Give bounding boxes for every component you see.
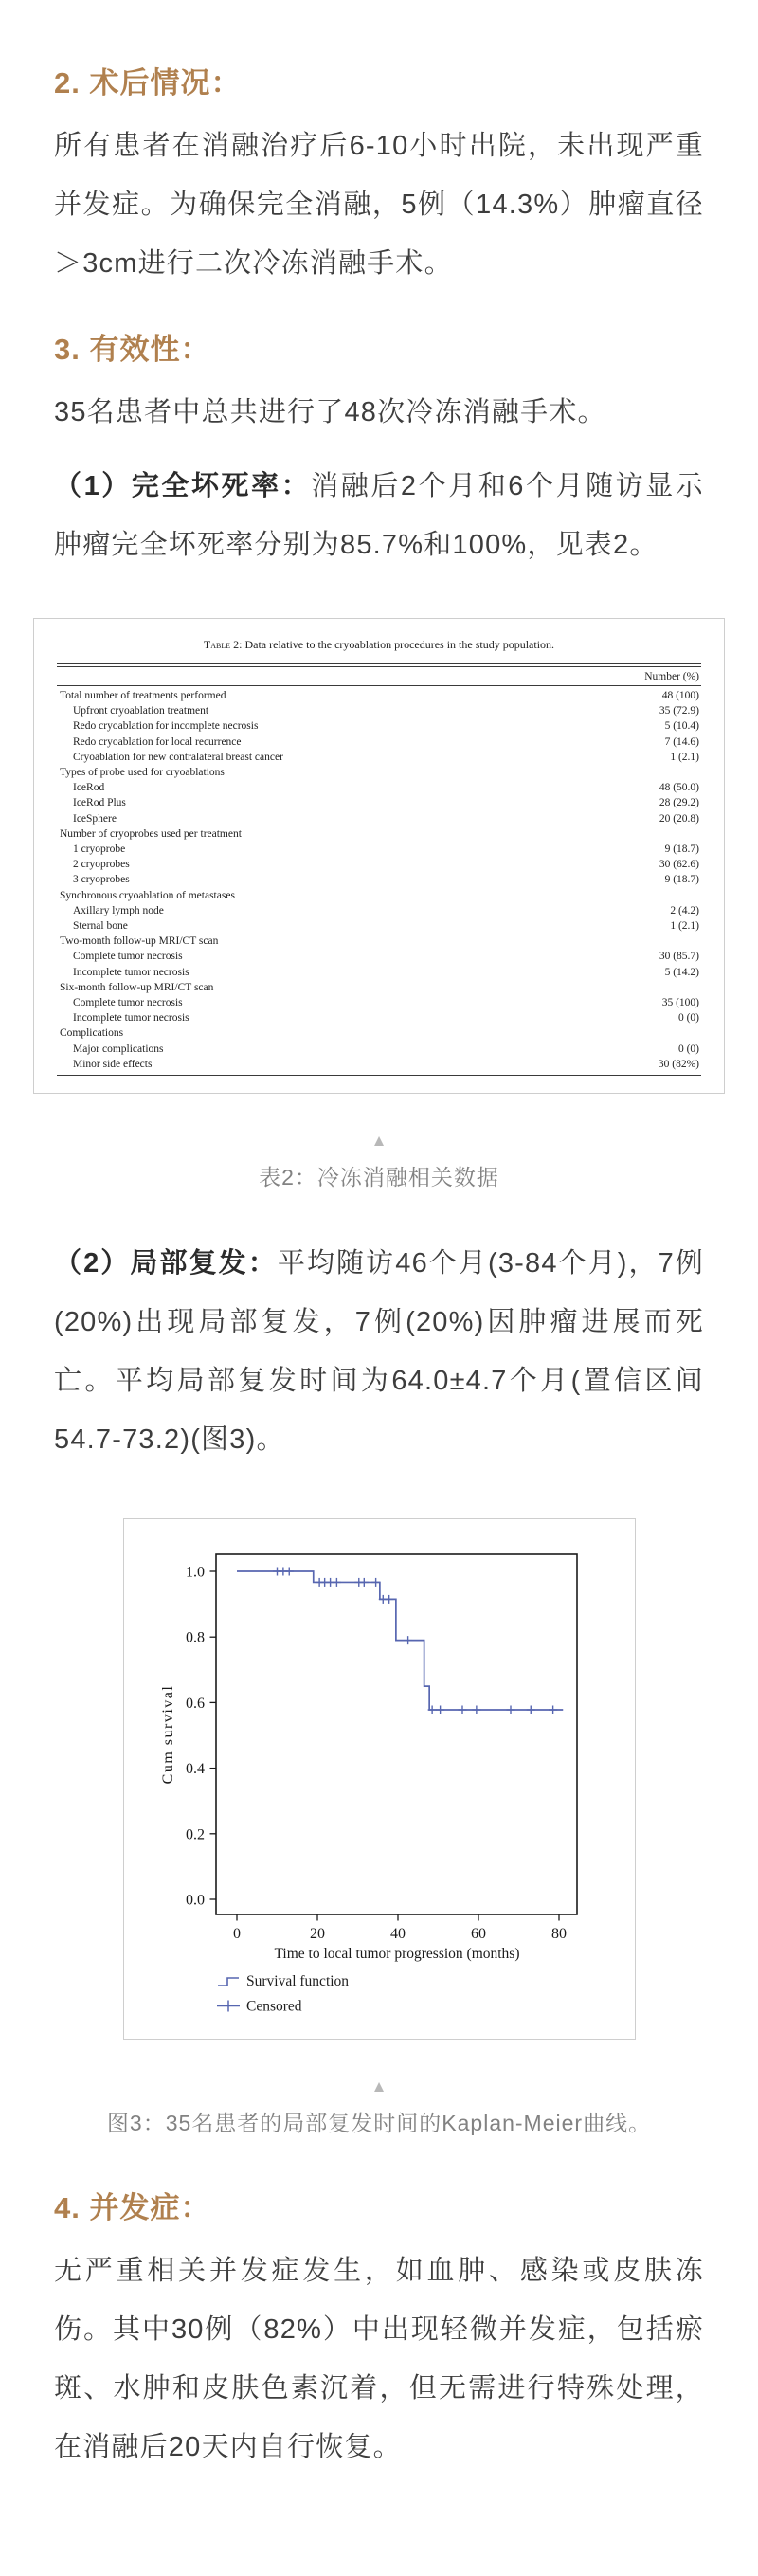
table-row-label: Cryoablation for new contralateral breast cancer xyxy=(73,751,283,763)
table-row-label: IceSphere xyxy=(73,812,117,825)
x-tick-label: 80 xyxy=(550,1926,567,1943)
table-row xyxy=(57,750,701,765)
table-row-label: Total number of treatments performed xyxy=(60,690,226,701)
section-heading-postop: 2. 术后情况： xyxy=(54,66,242,100)
table-row xyxy=(57,795,701,810)
table-row xyxy=(57,888,701,903)
table-row-label: Axillary lymph node xyxy=(73,904,164,916)
x-tick-label: 40 xyxy=(389,1926,406,1943)
paragraph-total-procedures: 35名患者中总共进行了48次冷冻消融手术。 xyxy=(54,397,606,427)
y-tick-label: 0.0 xyxy=(185,1892,205,1909)
table-row-label: 3 cryoprobes xyxy=(73,874,130,886)
paragraph-complete-necrosis xyxy=(54,457,704,574)
separator-triangle-icon: ▲ xyxy=(370,1132,388,1151)
legend-survival-icon xyxy=(218,1978,239,1986)
table-column-header: Number (%) xyxy=(644,671,699,682)
legend-survival-label: Survival function xyxy=(245,1973,349,1990)
table-row-value: 35 (100) xyxy=(661,997,699,1009)
table-row-value: 48 (100) xyxy=(661,690,699,701)
table-bottom-rule xyxy=(57,1075,701,1076)
table-row xyxy=(57,703,701,718)
separator-triangle-icon: ▲ xyxy=(370,2077,388,2096)
table-caption: 表2：冷冻消融相关数据 xyxy=(259,1165,499,1190)
km-chart-figure xyxy=(123,1518,636,2040)
km-chart xyxy=(124,1519,635,2039)
table-row-label: IceRod xyxy=(73,782,105,794)
table-row-label: 1 cryoprobe xyxy=(73,844,126,856)
table-row xyxy=(57,934,701,949)
table-row xyxy=(57,688,701,703)
table-row-value: 9 (18.7) xyxy=(664,874,699,886)
table-body xyxy=(57,686,701,1075)
table-row-label: Upfront cryoablation treatment xyxy=(73,705,209,717)
table-row-value: 2 (4.2) xyxy=(670,904,699,916)
table-row-value: 30 (62.6) xyxy=(659,859,699,871)
table-row-value: 20 (20.8) xyxy=(659,812,699,825)
table-row-value xyxy=(699,765,701,780)
table-row-label: Incomplete tumor necrosis xyxy=(73,966,190,978)
table-row-label: Minor side effects xyxy=(73,1058,153,1070)
table-title xyxy=(57,638,701,652)
x-tick-label: 60 xyxy=(470,1926,486,1943)
table-row-value: 30 (85.7) xyxy=(659,951,699,963)
table-row xyxy=(57,872,701,887)
survival-curve xyxy=(237,1571,563,1710)
table-row-value: 30 (82%) xyxy=(658,1058,699,1070)
y-tick-label: 0.8 xyxy=(185,1629,205,1646)
table-row-label: Complications xyxy=(60,1027,124,1040)
table-row-value xyxy=(699,934,701,949)
table-row-value: 28 (29.2) xyxy=(659,797,699,809)
table-row-value xyxy=(699,1025,701,1041)
table-row-label: 2 cryoprobes xyxy=(73,859,130,871)
paragraph-text: 消融后2个月和6个月随访显示肿瘤完全坏死率分别为85.7%和100%，见表2。 xyxy=(54,471,704,560)
table-row xyxy=(57,995,701,1010)
table-row xyxy=(57,735,701,750)
table-row xyxy=(57,765,701,780)
paragraph-text: 平均随访46个月(3-84个月)，7例(20%)出现局部复发，7例(20%)因肿瘤进展而死亡。平均局部复发时间为64.0±4.7个月(置信区间54.7-73.2)(图3)。 xyxy=(54,1248,705,1456)
table-row xyxy=(57,949,701,964)
table-row-label: Incomplete tumor necrosis xyxy=(73,1012,190,1025)
table-row-value: 1 (2.1) xyxy=(670,751,699,763)
table-row-label: Synchronous cryoablation of metastases xyxy=(60,889,235,901)
y-axis-label: Cum survival xyxy=(159,1684,176,1785)
table-row-value xyxy=(699,826,701,842)
table-row-label: Six-month follow-up MRI/CT scan xyxy=(60,981,214,993)
table-row-value: 35 (72.9) xyxy=(659,705,699,717)
table-row xyxy=(57,718,701,734)
y-tick-label: 0.6 xyxy=(185,1695,205,1712)
table-title-text: Data relative to the cryoablation procedures in the study population. xyxy=(244,638,555,651)
table-row-label: Major complications xyxy=(73,1043,164,1055)
table-row-value: 1 (2.1) xyxy=(670,920,699,933)
table-figure xyxy=(33,618,725,1094)
table-row-label: Redo cryoablation for incomplete necrosis xyxy=(73,720,259,733)
table-row-label: Types of probe used for cryoablations xyxy=(60,767,225,779)
table-row-value: 7 (14.6) xyxy=(664,735,699,748)
table-row xyxy=(57,965,701,980)
chart-caption: 图3：35名患者的局部复发时间的Kaplan-Meier曲线。 xyxy=(106,2111,652,2136)
table-row-value: 5 (14.2) xyxy=(664,966,699,978)
x-axis-label: Time to local tumor progression (months) xyxy=(273,1946,520,1963)
table-row xyxy=(57,1010,701,1025)
paragraph-postop: 所有患者在消融治疗后6-10小时出院，未出现严重并发症。为确保完全消融，5例（14.3%）肿瘤直径＞3cm进行二次冷冻消融手术。 xyxy=(54,131,704,279)
table-row xyxy=(57,811,701,826)
table-row xyxy=(57,1057,701,1072)
table-row-value xyxy=(699,888,701,903)
paragraph-lead-local-recurrence: （2）局部复发： xyxy=(54,1248,278,1279)
legend-censored-label: Censored xyxy=(245,1998,302,2015)
table-row-label: Redo cryoablation for local recurrence xyxy=(73,735,242,748)
table-row xyxy=(57,903,701,918)
paragraph-lead-complete-necrosis: （1）完全坏死率： xyxy=(54,471,312,501)
table-row-value xyxy=(699,980,701,995)
table-row-value: 9 (18.7) xyxy=(664,844,699,856)
y-tick-label: 0.2 xyxy=(185,1826,205,1843)
table-row xyxy=(57,918,701,934)
table-row-label: Number of cryoprobes used per treatment xyxy=(60,827,242,840)
table-row-value: 48 (50.0) xyxy=(659,782,699,794)
table-row xyxy=(57,980,701,995)
table-row xyxy=(57,842,701,857)
table-row xyxy=(57,1042,701,1057)
table-row-label: Two-month follow-up MRI/CT scan xyxy=(60,935,219,948)
table-row-value: 0 (0) xyxy=(677,1043,699,1055)
table-row xyxy=(57,1025,701,1041)
table-title-label: Table 2: xyxy=(203,638,243,651)
table-row-label: Sternal bone xyxy=(73,920,128,933)
table-row-label: Complete tumor necrosis xyxy=(73,997,183,1009)
table-row-value: 0 (0) xyxy=(677,1012,699,1025)
table-row-label: IceRod Plus xyxy=(73,797,126,809)
section-heading-complications: 4. 并发症： xyxy=(54,2191,211,2225)
y-tick-label: 1.0 xyxy=(185,1564,205,1581)
table-row-label: Complete tumor necrosis xyxy=(73,951,183,963)
x-tick-label: 20 xyxy=(309,1926,325,1943)
table-row-value: 5 (10.4) xyxy=(664,720,699,733)
section-heading-efficacy: 3. 有效性： xyxy=(54,333,211,366)
table-row xyxy=(57,857,701,872)
paragraph-complications: 无严重相关并发症发生，如血肿、感染或皮肤冻伤。其中30例（82%）中出现轻微并发症，包括瘀斑、水肿和皮肤色素沉着，但无需进行特殊处理，在消融后20天内自行恢复。 xyxy=(54,2256,704,2463)
x-tick-label: 0 xyxy=(232,1926,241,1943)
table-row xyxy=(57,826,701,842)
table-row xyxy=(57,780,701,795)
y-tick-label: 0.4 xyxy=(185,1761,205,1778)
paragraph-local-recurrence xyxy=(54,1234,704,1469)
